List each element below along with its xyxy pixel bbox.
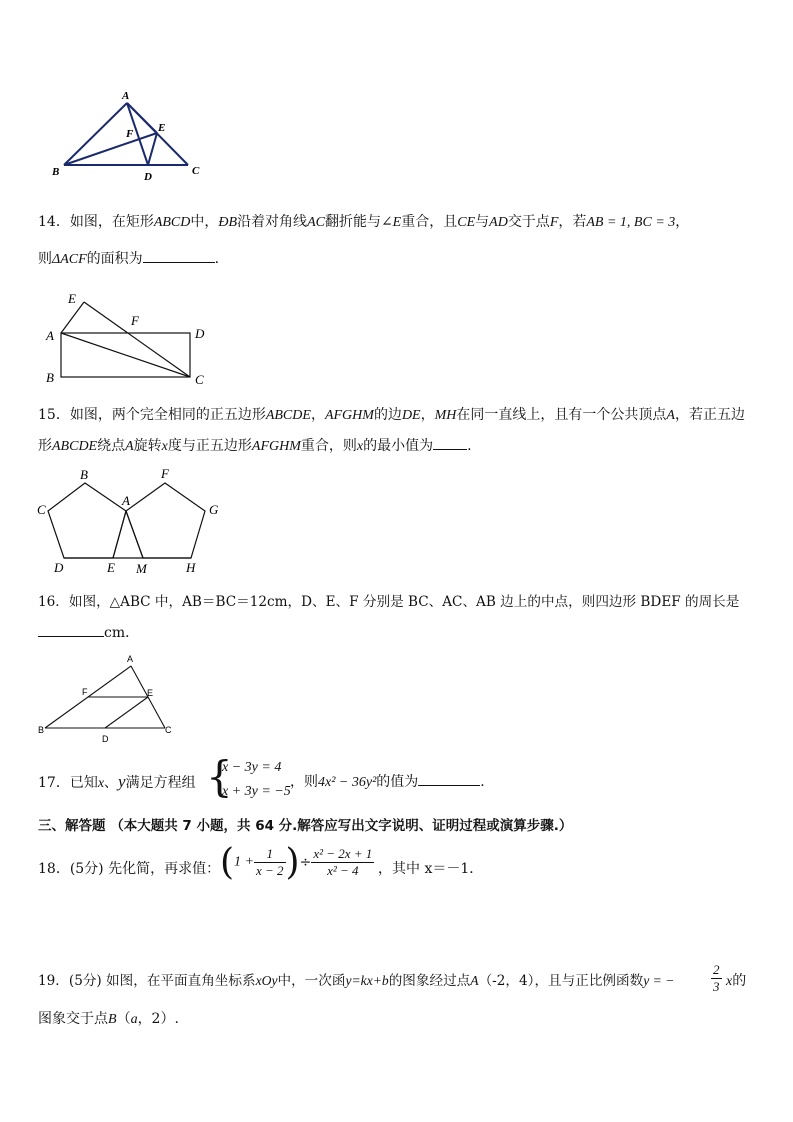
figure-15 [35,465,235,580]
q17-text2: ，则4x² − 36y²的值为 . [290,774,485,790]
fig16-label-c: C [165,725,172,735]
q16-line1: 16．如图，△ABC 中，AB＝BC＝12cm，D、E、F 分别是 BC、AC、AB 边上的中点，则四边形 BDEF 的周长是 [38,594,740,610]
fig16-label-a: A [127,654,134,664]
q19-line1: 19．(5分) 如图，在平面直角坐标系xOy中，一次函y=kx+b的图象经过点A（-2，4），且与正比例函数y = − [38,973,675,989]
q14-answer-blank[interactable] [143,250,215,263]
fig15-label-d: D [54,560,64,575]
q18-text2: ，其中 x＝－1． [378,861,484,877]
brace-icon: { [206,752,233,801]
q17-eq2: x + 3y = −5 [222,784,291,799]
fig15-label-f: F [161,466,169,481]
fig13-label-b: B [52,166,60,178]
fig13-label-d: D [144,171,152,183]
q18-expression: (1 + $\frac{1}{x - 2}$ )÷ $\frac{\text{x² − 2x + 1}}{\text{x² − 4}}$ [220,842,373,883]
q18-fraction-2: $\frac{\text{x² − 2x + 1}}{\text{x² − 4}}$ [313,846,373,878]
q15-line1: 15．如图，两个完全相同的正五边形ABCDE，AFGHM的边DE，MH在同一直线上，且有一个公共顶点A，若正五边 [38,407,745,423]
fig15-label-b: B [80,467,88,482]
q14-line2: 则ΔACF的面积为 . [38,251,220,267]
q17-eq1: x − 3y = 4 [222,760,282,775]
fig15-label-a: A [122,493,130,508]
q15-answer-blank[interactable] [433,437,467,450]
fig14-label-d: D [195,326,205,341]
fig13-label-e: E [158,122,166,134]
fig14-label-c: C [195,372,204,387]
q17-answer-blank[interactable] [418,773,480,786]
fig15-label-h: H [186,560,196,575]
left-paren-icon: ( [220,842,235,883]
q19-line1-end: x的 [726,973,747,989]
fig15-label-g: G [209,502,219,517]
fig14-label-f: F [131,313,139,328]
q14-line1: 14．如图，在矩形ABCD中，ĐB沿着对角线AC翻折能与∠E重合，且CE与AD交于点F，若AB = 1, BC = 3， [38,214,690,230]
fig15-label-e: E [107,560,115,575]
figure-13 [40,85,220,185]
figure-16 [35,650,185,745]
q16-line2: cm． [38,624,139,642]
q19-fraction: $\frac{2}{3}$ [713,962,720,994]
fig16-label-b: B [38,725,45,735]
fig15-label-m: M [136,561,147,576]
fig14-label-a: A [46,328,54,343]
q18-text: 18．(5分) 先化简，再求值： [38,861,221,877]
right-paren-icon: ) [285,842,300,883]
q17-text: 17．已知x、y满足方程组 [38,772,196,791]
fig16-label-e: E [147,688,154,698]
fig13-label-a: A [122,90,130,102]
fig14-label-e: E [68,291,76,306]
fig14-label-b: B [46,370,54,385]
fig16-label-d: D [102,734,109,744]
section-3-heading: 三、解答题 （本大题共 7 小题，共 64 分.解答应写出文字说明、证明过程或演算步骤.） [38,818,573,834]
fig16-label-f: F [82,687,88,697]
fig13-label-c: C [192,165,200,177]
fig15-label-c: C [37,502,46,517]
fig13-label-f: F [126,128,134,140]
q15-line2: 形ABCDE绕点A旋转x度与正五边形AFGHM重合，则x的最小值为 . [38,438,472,454]
q16-answer-blank[interactable] [38,624,104,637]
q17-equation-system [206,752,301,804]
q18-fraction-1: $\frac{1}{x - 2}$ [256,846,284,878]
figure-14 [40,290,220,390]
q19-line2: 图象交于点B（a，2）. [38,1011,179,1027]
